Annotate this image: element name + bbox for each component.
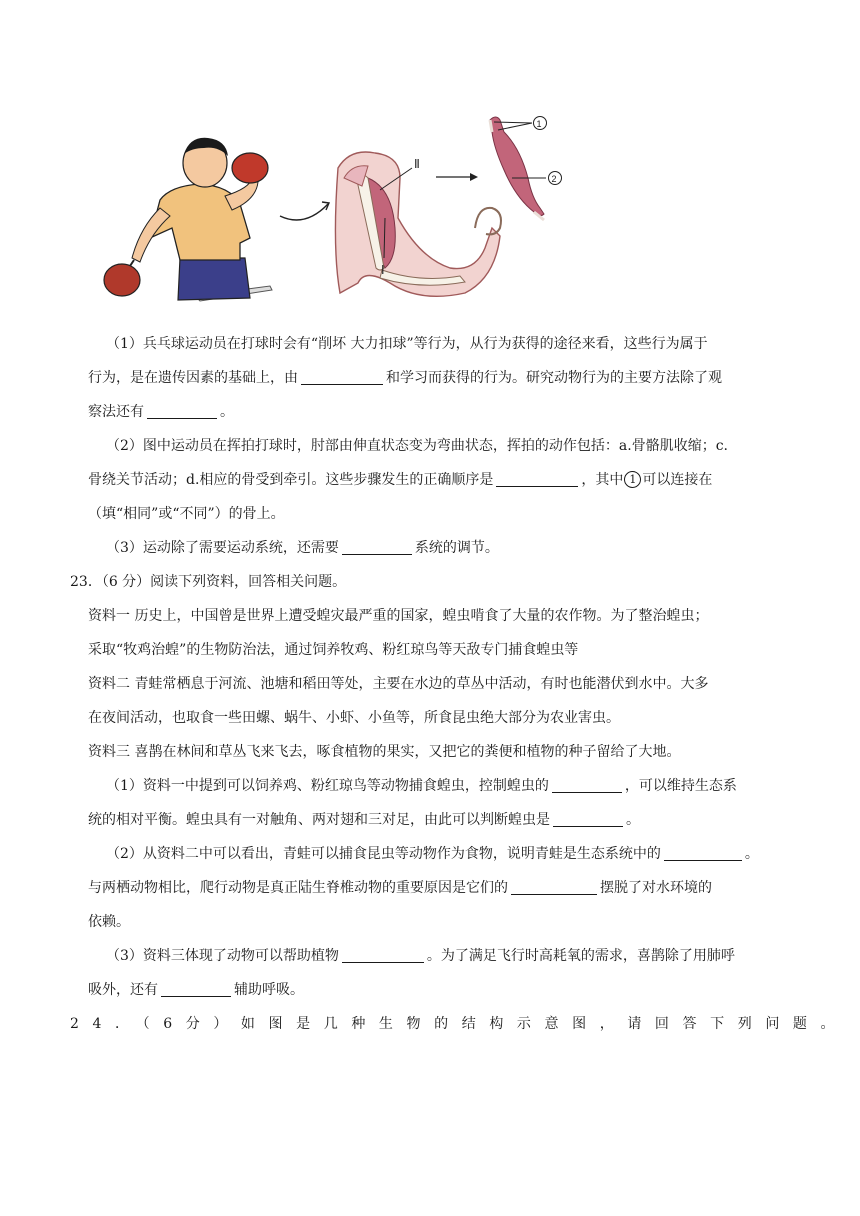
q23-material1-line1: 资料一 历史上，中国曾是世界上遭受蝗灾最严重的国家，蝗虫啃食了大量的农作物。为了整治蝗虫； (88, 608, 709, 624)
q22-part2-line2: 骨绕关节活动；d.相应的骨受到牵引。这些步骤发生的正确顺序是 ，其中 1 可以连接在 (88, 472, 713, 488)
q23-part1-line2: 统的相对平衡。蝗虫具有一对触角、两对翅和三对足，由此可以判断蝗虫是 。 (88, 812, 640, 828)
arm-anatomy-illustration (335, 152, 501, 296)
q23-material1-line2: 采取“牧鸡治蝗”的生物防治法，通过饲养牧鸡、粉红琼鸟等天敌专门捕食蝗虫等 (88, 642, 579, 658)
q23-material2-line2: 在夜间活动，也取食一些田螺、蜗牛、小虾、小鱼等，所食昆虫绝大部分为农业害虫。 (88, 710, 620, 726)
q23-material3: 资料三 喜鹊在林间和草丛飞来飞去，啄食植物的果实，又把它的粪便和植物的种子留给了大地。 (88, 744, 681, 760)
answer-blank[interactable] (147, 402, 217, 419)
q23-part3-line1: （3）资料三体现了动物可以帮助植物 。为了满足飞行时高耗氧的需求，喜鹊除了用肺呼 (106, 948, 735, 964)
answer-blank[interactable] (161, 980, 231, 997)
answer-blank[interactable] (664, 844, 742, 861)
q22-part1-line3: 察法还有 。 (88, 404, 234, 420)
answer-blank[interactable] (553, 810, 623, 827)
q24-title: 24．（6分）如图是几种生物的结构示意图，请回答下列问题。 (70, 1016, 849, 1032)
question-text (70, 327, 849, 1041)
q22-part2-line1: （2）图中运动员在挥拍打球时，肘部由伸直状态变为弯曲状态，挥拍的动作包括：a.骨骼肌收缩；c. (106, 438, 728, 454)
q23-part3-line2: 吸外，还有 辅助呼吸。 (88, 982, 304, 998)
ping-pong-arm-figure (100, 108, 580, 318)
label-1-tendon: 1 (536, 119, 542, 129)
q23-part2-line3: 依赖。 (88, 914, 130, 930)
q22-part3: （3）运动除了需要运动系统，还需要 系统的调节。 (106, 540, 499, 556)
answer-blank[interactable] (552, 776, 622, 793)
q23-part1-line1: （1）资料一中提到可以饲养鸡、粉红琼鸟等动物捕食蝗虫，控制蝗虫的 ，可以维持生态系 (106, 778, 737, 794)
q22-part2-line3: （填“相同”或“不同”）的骨上。 (88, 506, 285, 522)
figure-drawing (100, 108, 580, 318)
answer-blank[interactable] (511, 878, 597, 895)
circled-number: 1 (624, 471, 641, 488)
q23-title: 23．（6 分）阅读下列资料，回答相关问题。 (70, 574, 347, 590)
answer-blank[interactable] (342, 538, 412, 555)
transition-arrow (280, 204, 328, 220)
answer-blank[interactable] (301, 368, 383, 385)
label-I: Ⅰ (381, 263, 385, 277)
label-II: Ⅱ (414, 157, 420, 171)
ping-pong-player-illustration (104, 138, 272, 301)
skeletal-muscle-illustration (490, 117, 544, 220)
label-2-muscle-belly: 2 (551, 174, 557, 184)
answer-blank[interactable] (496, 470, 578, 487)
q23-part2-line1: （2）从资料二中可以看出，青蛙可以捕食昆虫等动物作为食物，说明青蛙是生态系统中的 。 (106, 846, 759, 862)
q23-material2-line1: 资料二 青蛙常栖息于河流、池塘和稻田等处，主要在水边的草丛中活动，有时也能潜伏到水中。大多 (88, 676, 709, 692)
q22-part1-line1: （1）兵乓球运动员在打球时会有“削坏 大力扣球”等行为，从行为获得的途径来看，这些行为属于 (106, 336, 708, 352)
q23-part2-line2: 与两栖动物相比，爬行动物是真正陆生脊椎动物的重要原因是它们的 摆脱了对水环境的 (88, 880, 712, 896)
answer-blank[interactable] (342, 946, 424, 963)
q22-part1-line2: 行为，是在遗传因素的基础上，由 和学习而获得的行为。研究动物行为的主要方法除了观 (88, 370, 722, 386)
